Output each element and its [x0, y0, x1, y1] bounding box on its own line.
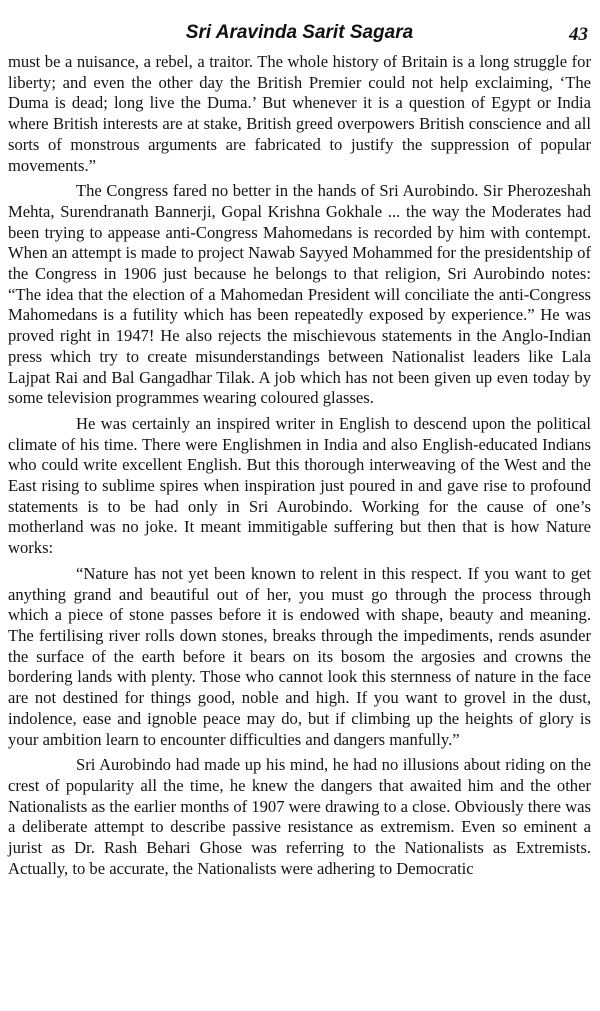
paragraph-continuation: must be a nuisance, a rebel, a traitor. The whole history of Britain is a long struggle for liberty; and even the other day the British Premier could not help exclaiming, ‘The Duma is dead; long live the Duma.’ But whenever it is a question of Egypt or India where British interests are at stake, British greed overpowers British conscience and all sorts of monstrous arguments are fabricated to justify the suppression of popular movements.”	[8, 52, 591, 175]
paragraph: Sri Aurobindo had made up his mind, he had no illusions about riding on the crest of popularity all the time, he knew the dangers that awaited him and the other Nationalists as the earlier months of 1907 were drawing to a close. Obviously there was a deliberate attempt to describe passive resistance as extremism. Even so eminent a jurist as Dr. Rash Behari Ghose was referring to the Nationalists as Extremists. Actually, to be accurate, the Nationalists were adhering to Democratic	[8, 755, 591, 878]
running-title: Sri Aravinda Sarit Sagara	[185, 22, 414, 43]
paragraph: He was certainly an inspired writer in English to descend upon the political climate of his time. There were Englishmen in India and also English-educated Indians who could write excellent English. But this thorough interweaving of the West and the East rising to sublime spires when inspiration just poured in and gave rise to profound statements is to be had only in Sri Aurobindo. Working for the cause of one’s motherland was no joke. It meant immitigable suffering but then that is how Nature works:	[8, 413, 591, 558]
page-header	[8, 20, 591, 52]
page-number: 43	[569, 24, 588, 45]
body-text	[8, 52, 591, 879]
block-quote: “Nature has not yet been known to relent in this respect. If you want to get anything grand and beautiful out of her, you must go through the process through which a piece of stone passes before it is endowed with shape, beauty and meaning. The fertilising river rolls down stones, breaks through the impediments, rends asunder the surface of the earth before it bears on its bosom the argosies and crowns the bordering lands with plenty. Those who cannot look this sternness of nature in the face are not destined for things good, noble and high. If you want to grovel in the dust, indolence, ease and ignoble peace may do, but if climbing up the heights of glory is your ambition learn to encounter difficulties and dangers manfully.”	[8, 563, 591, 749]
paragraph: The Congress fared no better in the hands of Sri Aurobindo. Sir Pherozeshah Mehta, Surendranath Bannerji, Gopal Krishna Gokhale ... the way the Moderates had been trying to appease anti-Congress Mahomedans is recorded by him with contempt. When an attempt is made to project Nawab Sayyed Mohammed for the presidentship of the Congress in 1906 just because he belongs to that religion, Sri Aurobindo notes: “The idea that the election of a Mahomedan President will conciliate the anti-Congress Mahomedans is a futility which has been repeatedly exposed by experience.” He was proved right in 1947! He also rejects the mischievous statements in the Anglo-Indian press which try to create misunderstandings between Nationalist leaders like Lala Lajpat Rai and Bal Gangadhar Tilak. A job which has not been given up even today by some television programmes wearing coloured glasses.	[8, 181, 591, 408]
